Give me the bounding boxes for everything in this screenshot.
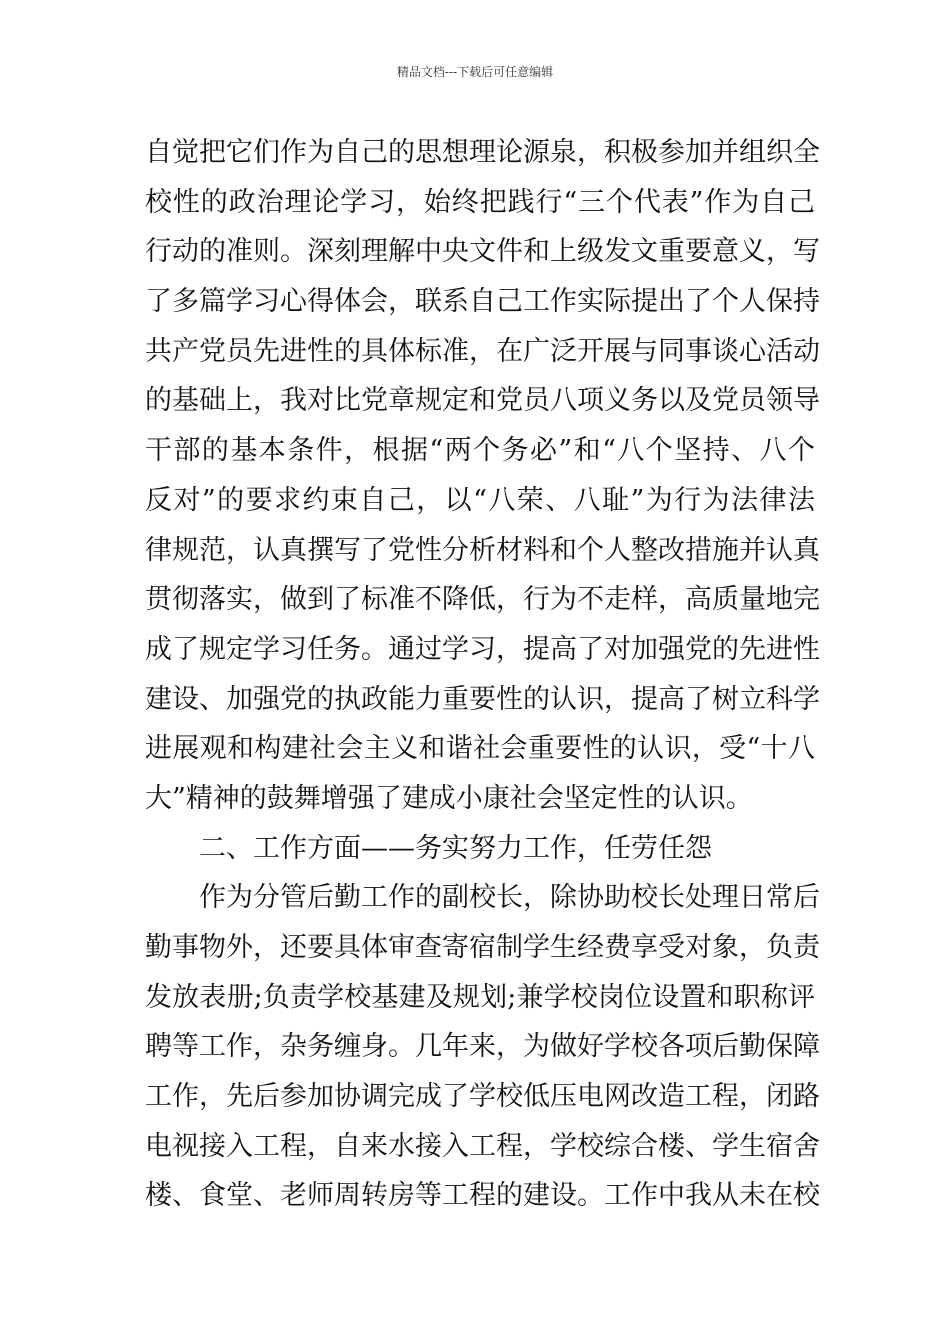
body-line: 了多篇学习心得体会，联系自己工作实际提出了个人保持 [145,286,820,318]
body-line: 反对”的要求约束自己，以“八荣、八耻”为行为法律法 [145,484,815,516]
body-line: 发放表册;负责学校基建及规划;兼学校岗位设置和职称评 [145,981,815,1013]
body-line: 建设、加强党的执政能力重要性的认识，提高了树立科学 [145,683,820,715]
body-line: 贯彻落实，做到了标准不降低，行为不走样，高质量地完 [145,584,820,616]
section-heading: 二、工作方面——务实努力工作，任劳任怨 [199,832,712,864]
body-line: 聘等工作，杂务缠身。几年来，为做好学校各项后勤保障 [145,1031,820,1063]
body-line: 电视接入工程，自来水接入工程，学校综合楼、学生宿舍 [145,1130,820,1162]
body-line: 行动的准则。深刻理解中央文件和上级发文重要意义，写 [145,236,820,268]
body-line: 干部的基本条件，根据“两个务必”和“八个坚持、八个 [145,435,815,467]
page-header: 精品文档---下载后可任意编辑 [396,65,554,79]
document-body [145,128,820,1221]
body-line: 的基础上，我对比党章规定和党员八项义务以及党员领导 [145,385,820,417]
body-line: 工作，先后参加协调完成了学校低压电网改造工程，闭路 [145,1081,820,1113]
body-line: 共产党员先进性的具体标准，在广泛开展与同事谈心活动 [145,335,820,367]
body-line: 成了规定学习任务。通过学习，提高了对加强党的先进性 [145,633,820,665]
body-line: 大”精神的鼓舞增强了建成小康社会坚定性的认识。 [145,782,753,814]
body-line: 作为分管后勤工作的副校长，除协助校长处理日常后 [199,882,820,914]
body-line: 校性的政治理论学习，始终把践行“三个代表”作为自己 [145,186,815,218]
body-line: 律规范，认真撰写了党性分析材料和个人整改措施并认真 [145,534,820,566]
body-line: 自觉把它们作为自己的思想理论源泉，积极参加并组织全 [145,137,820,168]
body-line: 勤事物外，还要具体审查寄宿制学生经费享受对象，负责 [145,932,820,963]
body-line: 进展观和构建社会主义和谐社会重要性的认识，受“十八 [145,733,815,765]
body-line: 楼、食堂、老师周转房等工程的建设。工作中我从未在校 [145,1180,820,1212]
